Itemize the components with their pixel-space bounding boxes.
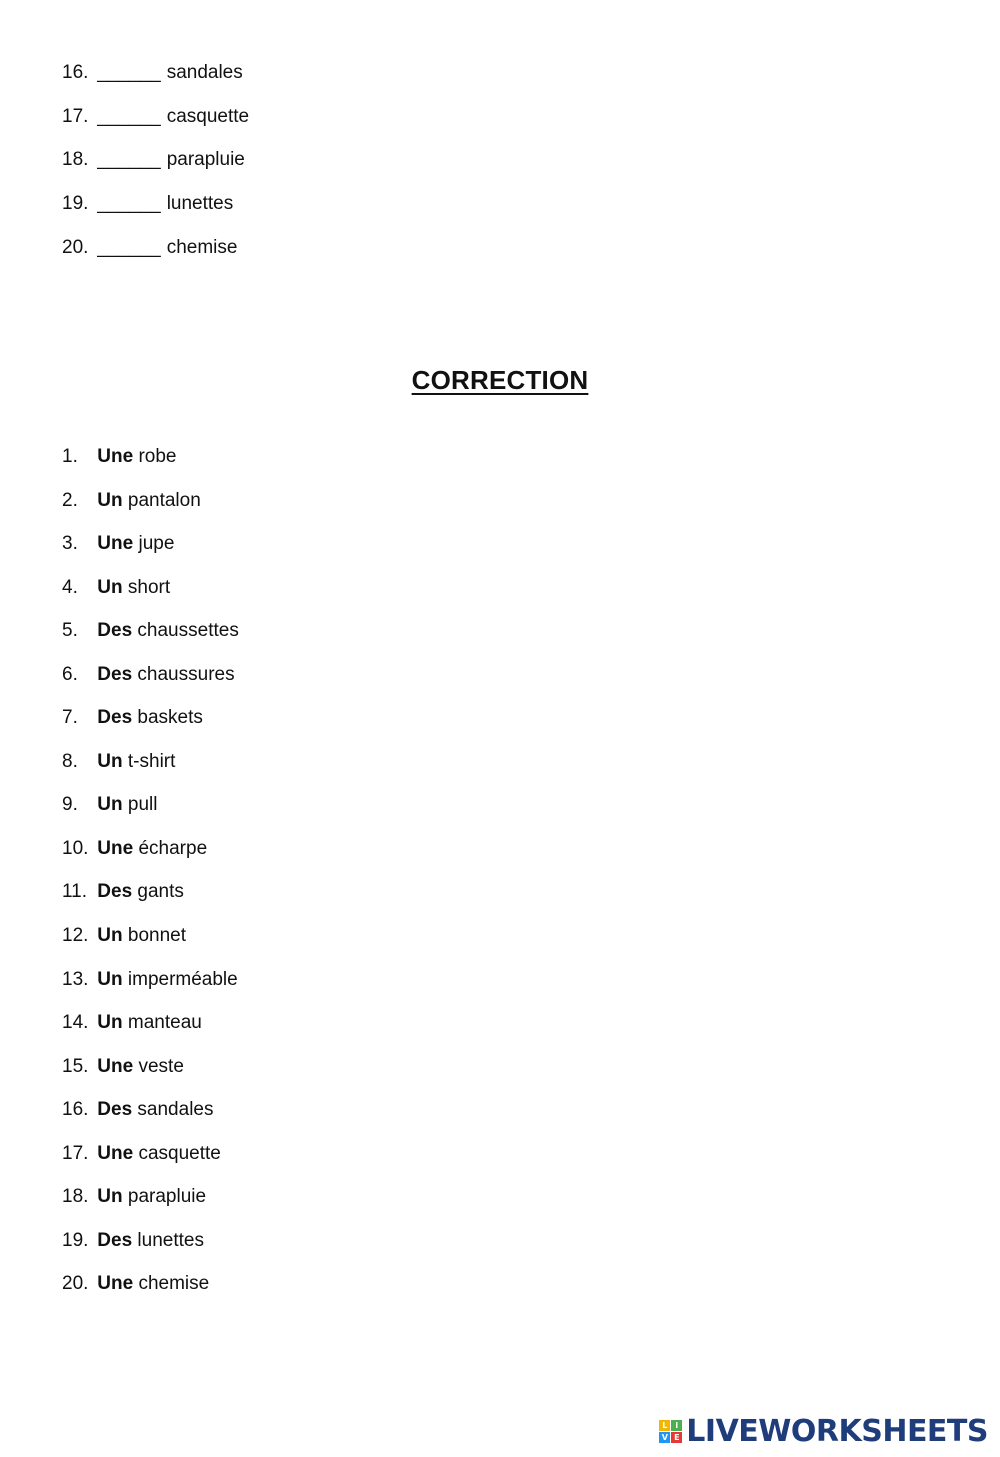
article: Des	[97, 707, 133, 729]
item-word: sandales	[166, 62, 243, 83]
article: Une	[97, 837, 134, 859]
article: Un	[97, 925, 123, 947]
item-number: 15.	[62, 1055, 89, 1077]
item-number: 7.	[62, 707, 78, 729]
answer-blank: ______	[97, 193, 161, 215]
article: Des	[97, 1229, 133, 1251]
item-word: t-shirt	[127, 750, 176, 772]
item-word: parapluie	[166, 149, 245, 171]
answer-blank: ______	[97, 236, 161, 258]
item-word: lunettes	[166, 193, 234, 215]
item-number: 13.	[62, 968, 89, 990]
item-word: jupe	[138, 533, 175, 555]
answer-item	[62, 443, 239, 487]
article: Des	[97, 620, 133, 642]
item-number: 16.	[62, 62, 89, 83]
item-number: 12.	[62, 925, 89, 947]
answer-item	[62, 1009, 239, 1053]
item-number: 4.	[62, 576, 78, 598]
article: Un	[97, 1012, 123, 1034]
item-number: 20.	[62, 1273, 89, 1295]
exercise-item	[62, 146, 249, 190]
item-number: 9.	[62, 794, 78, 816]
liveworksheets-mark-icon	[659, 1420, 682, 1443]
item-word: chaussures	[137, 663, 235, 685]
article: Un	[97, 750, 123, 772]
answer-item	[62, 1227, 239, 1271]
answer-item	[62, 661, 239, 705]
item-number: 10.	[62, 837, 89, 859]
logo-mark-letter: V	[659, 1432, 670, 1443]
answer-item	[62, 487, 239, 531]
exercise-item	[62, 103, 249, 147]
article: Une	[97, 533, 134, 555]
exercise-list	[62, 59, 249, 277]
item-number: 18.	[62, 149, 89, 171]
liveworksheets-logo[interactable]	[659, 1414, 988, 1449]
item-word: pantalon	[127, 489, 201, 511]
item-word: baskets	[137, 707, 203, 729]
answer-item	[62, 1096, 239, 1140]
item-number: 6.	[62, 663, 78, 685]
item-number: 5.	[62, 620, 78, 642]
logo-mark-letter: I	[671, 1420, 682, 1431]
answer-item	[62, 748, 239, 792]
article: Une	[97, 1055, 134, 1077]
answer-item	[62, 1270, 239, 1314]
article: Une	[97, 1273, 134, 1295]
item-word: gants	[137, 881, 184, 903]
logo-mark-letter: E	[671, 1432, 682, 1443]
article: Un	[97, 794, 123, 816]
article: Un	[97, 968, 123, 990]
item-number: 19.	[62, 193, 89, 215]
item-number: 14.	[62, 1012, 89, 1034]
answer-item	[62, 1053, 239, 1097]
item-number: 2.	[62, 489, 78, 511]
logo-text: LIVEWORKSHEETS	[686, 1414, 988, 1449]
item-number: 20.	[62, 236, 89, 258]
item-number: 18.	[62, 1186, 89, 1208]
item-word: chemise	[166, 236, 238, 258]
answer-item	[62, 966, 239, 1010]
answer-item	[62, 835, 239, 879]
answer-blank: ______	[97, 149, 161, 171]
correction-title: CORRECTION	[411, 365, 589, 395]
item-number: 19.	[62, 1229, 89, 1251]
item-word: parapluie	[127, 1186, 207, 1208]
answer-item	[62, 878, 239, 922]
item-number: 16.	[62, 1099, 89, 1121]
answer-item	[62, 1140, 239, 1184]
exercise-item	[62, 59, 249, 103]
article: Des	[97, 663, 133, 685]
article: Un	[97, 489, 123, 511]
item-word: écharpe	[138, 837, 208, 859]
article: Un	[97, 576, 123, 598]
item-word: imperméable	[127, 968, 238, 990]
item-word: chemise	[138, 1273, 210, 1295]
item-word: manteau	[127, 1012, 202, 1034]
answer-item	[62, 1183, 239, 1227]
item-number: 17.	[62, 1142, 89, 1164]
article: Des	[97, 1099, 133, 1121]
answer-item	[62, 574, 239, 618]
item-word: short	[127, 576, 171, 598]
item-word: robe	[138, 446, 177, 467]
item-number: 1.	[62, 446, 78, 467]
item-number: 17.	[62, 105, 89, 127]
answer-item	[62, 791, 239, 835]
exercise-item	[62, 190, 249, 234]
exercise-item	[62, 234, 249, 278]
item-number: 3.	[62, 533, 78, 555]
article: Des	[97, 881, 133, 903]
answer-blank: ______	[97, 105, 161, 127]
item-number: 8.	[62, 750, 78, 772]
answer-item	[62, 922, 239, 966]
answer-item	[62, 704, 239, 748]
answer-item	[62, 617, 239, 661]
item-word: lunettes	[137, 1229, 204, 1251]
item-word: bonnet	[127, 925, 187, 947]
article: Une	[97, 1142, 134, 1164]
item-word: veste	[138, 1055, 184, 1077]
article: Un	[97, 1186, 123, 1208]
item-number: 11.	[62, 881, 88, 903]
answer-blank: ______	[97, 62, 161, 83]
item-word: pull	[127, 794, 158, 816]
item-word: sandales	[137, 1099, 214, 1121]
logo-mark-letter: L	[659, 1420, 670, 1431]
answer-list	[62, 443, 239, 1314]
item-word: casquette	[166, 105, 250, 127]
answer-item	[62, 530, 239, 574]
article: Une	[97, 446, 134, 467]
item-word: chaussettes	[137, 620, 239, 642]
item-word: casquette	[138, 1142, 221, 1164]
